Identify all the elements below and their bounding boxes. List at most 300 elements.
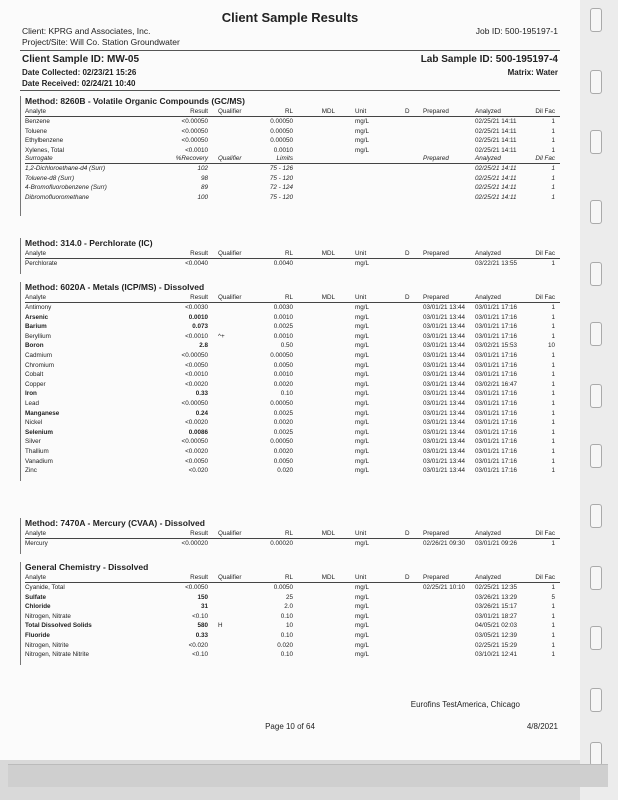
table-cell: <0.0010 [185, 146, 208, 154]
table-cell: Perchlorate [25, 260, 58, 267]
column-header: RL [284, 530, 293, 537]
table-cell: 0.073 [192, 323, 208, 331]
table-cell: <0.00050 [181, 137, 208, 145]
table-cell: mg/L [355, 641, 369, 649]
binder-tab [590, 566, 602, 590]
table-cell: 25 [285, 593, 293, 601]
column-header: Analyte [25, 294, 47, 301]
table-cell: 03/02/21 15:53 [475, 342, 518, 350]
table-cell: 03/01/21 13:44 [423, 438, 466, 446]
binder-tabs [580, 0, 618, 800]
table-cell: Sulfate [25, 593, 46, 601]
table-cell: 150 [197, 593, 208, 601]
column-header: Analyte [25, 574, 47, 581]
table-cell: 0.0050 [273, 361, 293, 369]
table-cell: mg/L [355, 438, 369, 446]
column-header: Qualifier [218, 574, 242, 581]
table-cell: mg/L [355, 332, 369, 340]
table-cell: 02/25/21 14:11 [475, 184, 517, 192]
column-header: Prepared [423, 108, 449, 115]
column-header: RL [284, 250, 293, 257]
date-collected: Date Collected: 02/23/21 15:26 [22, 68, 137, 77]
table-row [25, 622, 560, 631]
table-cell: mg/L [355, 118, 369, 125]
table-cell: 0.33 [195, 390, 208, 398]
table-cell: 1 [551, 165, 555, 172]
table-cell: 0.00050 [270, 127, 293, 135]
table-cell: Xylenes, Total [25, 146, 65, 154]
table-cell: Toluene-d8 (Surr) [25, 174, 75, 182]
table-cell: <0.0020 [185, 448, 208, 455]
table-row [25, 137, 560, 146]
table-cell: <0.020 [188, 641, 208, 649]
table-cell: mg/L [355, 361, 369, 369]
table-cell: mg/L [355, 323, 369, 331]
column-header: Analyzed [475, 155, 501, 162]
table-cell: mg/L [355, 313, 369, 321]
surrogate-row [25, 184, 560, 193]
lab-sample-id: Lab Sample ID: 500-195197-4 [420, 54, 558, 65]
table-cell: <0.00050 [181, 118, 208, 125]
table-cell: mg/L [355, 584, 369, 591]
table-cell: 0.0020 [273, 448, 293, 455]
surrogate-row [25, 175, 560, 184]
table-cell: <0.0010 [185, 371, 208, 379]
table-cell: 1 [551, 146, 555, 154]
table-row [25, 448, 560, 457]
table-cell: 03/01/21 17:16 [475, 323, 518, 331]
column-header: Dil Fac [535, 574, 555, 581]
table-cell: 03/01/21 13:44 [423, 400, 466, 407]
table-cell: 03/01/21 13:44 [423, 419, 466, 427]
section-border [20, 96, 21, 216]
column-header: MDL [321, 294, 335, 301]
table-cell: 0.33 [195, 632, 208, 639]
column-header: Analyzed [475, 294, 501, 301]
table-row [25, 400, 560, 409]
table-cell: 03/01/21 17:16 [475, 400, 518, 407]
table-cell: 02/25/21 14:11 [475, 137, 517, 145]
table-cell: Total Dissolved Solids [25, 622, 92, 630]
binder-tab [590, 130, 602, 154]
column-header: MDL [321, 108, 335, 115]
table-cell: mg/L [355, 457, 369, 465]
page-number: Page 10 of 64 [265, 722, 315, 731]
table-cell: Nitrogen, Nitrite [25, 641, 69, 649]
table-cell: <0.0030 [185, 304, 208, 311]
table-cell: 1 [551, 260, 555, 267]
table-cell: Arsenic [25, 313, 49, 321]
table-cell: 0.0050 [273, 457, 293, 465]
table-cell: 1 [551, 419, 555, 427]
table-cell: Fluoride [25, 632, 50, 639]
table-cell: 31 [200, 603, 208, 611]
table-cell: 03/02/21 16:47 [475, 380, 518, 388]
table-cell: mg/L [355, 390, 369, 398]
table-cell: 02/25/21 10:10 [423, 584, 466, 591]
table-cell: 03/01/21 17:16 [475, 352, 518, 359]
column-header: Qualifier [218, 294, 242, 301]
table-row [25, 352, 560, 361]
column-header: %Recovery [175, 155, 208, 162]
table-cell: mg/L [355, 540, 369, 547]
table-cell: 0.0010 [273, 371, 293, 379]
table-cell: 03/01/21 13:44 [423, 457, 466, 465]
table-cell: 03/01/21 17:16 [475, 371, 518, 379]
table-cell: 0.00050 [270, 137, 293, 145]
table-row [25, 371, 560, 380]
table-cell: 1,2-Dichloroethane-d4 (Surr) [25, 165, 106, 172]
table-row [25, 381, 560, 390]
table-cell: 1 [551, 332, 555, 340]
table-cell: mg/L [355, 603, 369, 611]
table-cell: 1 [551, 400, 555, 407]
table-cell: 98 [200, 174, 208, 182]
table-cell: 0.00050 [270, 400, 293, 407]
column-header: Dil Fac [535, 530, 555, 537]
table-cell: 03/01/21 17:16 [475, 467, 518, 475]
table-cell: mg/L [355, 127, 369, 135]
table-cell: 02/25/21 15:29 [475, 641, 518, 649]
table-cell: Boron [25, 342, 44, 350]
table-cell: 1 [551, 632, 555, 639]
table-cell: 1 [551, 409, 555, 417]
method-section [20, 562, 560, 665]
table-cell: 1 [551, 323, 555, 331]
table-cell: 0.020 [277, 467, 293, 475]
table-cell: 03/01/21 17:16 [475, 428, 518, 436]
table-cell: 1 [551, 428, 555, 436]
table-cell: 02/25/21 14:11 [475, 127, 517, 135]
header-divider-2 [20, 90, 560, 91]
column-header: MDL [321, 574, 335, 581]
table-cell: 03/01/21 09:26 [475, 540, 518, 547]
table-cell: 03/01/21 13:44 [423, 361, 466, 369]
table-cell: 0.0025 [273, 323, 293, 331]
section-title: Method: 6020A - Metals (ICP/MS) - Dissolved [25, 282, 205, 292]
table-row [25, 438, 560, 447]
column-header: Analyzed [475, 108, 501, 115]
table-cell: 02/26/21 09:30 [423, 540, 466, 547]
binder-tab [590, 626, 602, 650]
table-cell: 03/01/21 13:44 [423, 380, 466, 388]
table-cell: 0.0020 [273, 419, 293, 427]
section-title: Method: 7470A - Mercury (CVAA) - Dissolved [25, 518, 205, 528]
table-cell: 1 [551, 448, 555, 455]
table-cell: Cadmium [25, 352, 52, 359]
binder-tab [590, 262, 602, 286]
table-cell: 75 - 120 [269, 174, 293, 182]
table-row [25, 314, 560, 323]
table-cell: 03/26/21 15:17 [475, 603, 518, 611]
column-header: D [405, 250, 410, 257]
client-sample-id: Client Sample ID: MW-05 [22, 54, 140, 65]
table-cell: 10 [547, 342, 555, 350]
table-cell: 03/01/21 17:16 [475, 313, 518, 321]
table-cell: 1 [551, 304, 555, 311]
table-row [25, 467, 560, 476]
table-cell: 2.0 [284, 603, 293, 611]
table-row [25, 260, 560, 269]
table-cell: 1 [551, 603, 555, 611]
table-cell: 03/01/21 13:44 [423, 332, 466, 340]
table-cell: Nickel [25, 419, 43, 427]
table-row [25, 118, 560, 127]
table-cell: 0.10 [280, 632, 293, 639]
table-cell: Chromium [25, 361, 55, 369]
table-cell: Nitrogen, Nitrate [25, 612, 71, 620]
binder-tab [590, 444, 602, 468]
table-cell: <0.10 [192, 612, 208, 620]
table-cell: 03/01/21 17:16 [475, 304, 518, 311]
column-header: Analyzed [475, 530, 501, 537]
table-cell: 02/25/21 14:11 [475, 193, 517, 201]
table-cell: 03/01/21 17:16 [475, 438, 518, 446]
section-title: Method: 314.0 - Perchlorate (IC) [25, 238, 153, 248]
table-cell: 03/22/21 13:55 [475, 260, 518, 267]
section-title: General Chemistry - Dissolved [25, 562, 149, 572]
binder-tab [590, 384, 602, 408]
table-cell: 1 [551, 457, 555, 465]
table-cell: 03/01/21 13:44 [423, 342, 466, 350]
table-cell: Manganese [25, 409, 60, 417]
column-header: Qualifier [218, 250, 242, 257]
table-cell: 03/01/21 13:44 [423, 409, 466, 417]
table-cell: 03/01/21 13:44 [423, 390, 466, 398]
method-section [20, 282, 560, 481]
table-row [25, 651, 560, 660]
table-row [25, 429, 560, 438]
table-cell: Barium [25, 323, 47, 331]
table-cell: 2.8 [199, 342, 208, 350]
table-cell: 02/25/21 14:11 [475, 165, 517, 172]
table-cell: 03/05/21 12:39 [475, 632, 518, 639]
table-cell: mg/L [355, 137, 369, 145]
table-cell: 03/01/21 13:44 [423, 448, 466, 455]
table-cell: 1 [551, 438, 555, 446]
table-cell: 580 [197, 622, 208, 630]
column-header: RL [284, 108, 293, 115]
table-cell: 75 - 126 [269, 165, 293, 172]
section-border [20, 238, 21, 274]
table-cell: <0.0050 [185, 584, 208, 591]
page-title: Client Sample Results [221, 10, 359, 25]
table-cell: mg/L [355, 400, 369, 407]
table-row [25, 584, 560, 593]
table-cell: Chloride [25, 603, 51, 611]
table-cell: 03/01/21 17:16 [475, 361, 518, 369]
binder-tab [590, 8, 602, 32]
column-header: Unit [355, 250, 367, 257]
table-cell: 100 [197, 193, 208, 201]
table-cell: 0.0010 [273, 313, 293, 321]
column-header: Result [190, 108, 208, 115]
table-cell: Toluene [25, 127, 48, 135]
table-cell: 1 [551, 118, 555, 125]
column-header: Qualifier [218, 108, 242, 115]
table-cell: <0.0050 [185, 457, 208, 465]
column-header: Result [190, 294, 208, 301]
table-cell: 03/01/21 18:27 [475, 612, 518, 620]
table-cell: 03/01/21 17:16 [475, 448, 518, 455]
project-site: Project/Site: Will Co. Station Groundwater [22, 37, 180, 47]
column-header: D [405, 574, 410, 581]
column-header: Analyte [25, 530, 47, 537]
table-cell: 0.0040 [273, 260, 293, 267]
table-cell: 1 [551, 641, 555, 649]
table-cell: 1 [551, 184, 555, 192]
table-cell: 5 [551, 593, 555, 601]
table-cell: 1 [551, 361, 555, 369]
table-cell: 0.24 [195, 409, 208, 417]
table-cell: mg/L [355, 146, 369, 154]
table-cell: 0.10 [280, 390, 293, 398]
table-cell: 1 [551, 584, 555, 591]
column-header: Prepared [423, 155, 449, 162]
table-cell: 03/01/21 13:44 [423, 352, 466, 359]
table-cell: 0.0050 [273, 584, 293, 591]
job-id: Job ID: 500-195197-1 [475, 26, 558, 36]
table-cell: 0.0030 [273, 304, 293, 311]
method-section [20, 96, 560, 216]
table-row [25, 458, 560, 467]
column-header: Unit [355, 530, 367, 537]
table-cell: Cobalt [25, 371, 44, 379]
table-cell: Antimony [25, 304, 52, 311]
column-header: Qualifier [218, 530, 242, 537]
table-cell: mg/L [355, 467, 369, 475]
table-cell: <0.0050 [185, 361, 208, 369]
column-header: RL [284, 294, 293, 301]
table-row [25, 419, 560, 428]
column-header: Result [190, 250, 208, 257]
table-cell: 1 [551, 352, 555, 359]
table-cell: 03/01/21 13:44 [423, 304, 466, 311]
header-underline [25, 163, 560, 164]
table-cell: 1 [551, 371, 555, 379]
column-header: Dil Fac [535, 294, 555, 301]
table-row [25, 323, 560, 332]
table-cell: 0.00020 [270, 540, 293, 547]
table-cell: 72 - 124 [269, 184, 293, 192]
column-header: MDL [321, 250, 335, 257]
table-cell: ^+ [218, 332, 225, 340]
section-border [20, 518, 21, 554]
table-row [25, 642, 560, 651]
table-cell: <0.0040 [185, 260, 208, 267]
table-cell: 1 [551, 137, 555, 145]
column-header: Analyte [25, 108, 47, 115]
table-cell: 0.0025 [273, 409, 293, 417]
table-cell: 1 [551, 540, 555, 547]
table-cell: 02/25/21 14:11 [475, 118, 517, 125]
table-cell: Lead [25, 400, 40, 407]
table-cell: mg/L [355, 260, 369, 267]
lab-name: Eurofins TestAmerica, Chicago [410, 700, 520, 709]
table-cell: 4-Bromofluorobenzene (Surr) [25, 184, 107, 192]
table-cell: 03/01/21 17:16 [475, 457, 518, 465]
method-section [20, 518, 560, 554]
column-header: Prepared [423, 250, 449, 257]
table-cell: 02/25/21 14:11 [475, 174, 517, 182]
section-title: Method: 8260B - Volatile Organic Compounds (GC/MS) [25, 96, 245, 106]
table-row [25, 613, 560, 622]
column-header: RL [284, 574, 293, 581]
table-cell: 1 [551, 612, 555, 620]
column-header: Prepared [423, 574, 449, 581]
column-header: Prepared [423, 294, 449, 301]
table-cell: 1 [551, 467, 555, 475]
table-cell: 1 [551, 174, 555, 182]
surrogate-row [25, 194, 560, 203]
header-underline [25, 538, 560, 539]
table-cell: mg/L [355, 419, 369, 427]
table-cell: Ethylbenzene [25, 137, 64, 145]
table-cell: Mercury [25, 540, 48, 547]
table-cell: mg/L [355, 409, 369, 417]
table-cell: Copper [25, 380, 46, 388]
column-header: Unit [355, 108, 367, 115]
table-cell: 0.020 [277, 641, 293, 649]
table-cell: 0.50 [280, 342, 293, 350]
table-cell: <0.0010 [185, 332, 208, 340]
column-header: Surrogate [25, 155, 53, 162]
table-cell: 03/01/21 17:16 [475, 332, 518, 340]
binder-tab [590, 742, 602, 766]
table-cell: <0.00020 [181, 540, 208, 547]
table-cell: Dibromofluoromethane [25, 193, 90, 201]
table-cell: 1 [551, 390, 555, 398]
table-cell: mg/L [355, 622, 369, 630]
binder-tab [590, 688, 602, 712]
table-cell: 0.0010 [273, 332, 293, 340]
table-cell: mg/L [355, 380, 369, 388]
table-cell: <0.00050 [181, 438, 208, 446]
table-cell: 0.00050 [270, 352, 293, 359]
surrogate-row [25, 165, 560, 174]
table-cell: mg/L [355, 342, 369, 350]
table-cell: mg/L [355, 352, 369, 359]
table-cell: mg/L [355, 304, 369, 311]
matrix: Matrix: Water [507, 68, 558, 77]
table-row [25, 128, 560, 137]
table-row [25, 342, 560, 351]
section-border [20, 562, 21, 665]
table-cell: 03/01/21 17:16 [475, 409, 518, 417]
table-cell: 1 [551, 127, 555, 135]
table-cell: Selenium [25, 428, 53, 436]
table-cell: Benzene [25, 118, 50, 125]
header-divider [20, 50, 560, 51]
table-cell: 102 [197, 165, 208, 172]
table-cell: 10 [285, 622, 293, 630]
table-cell: mg/L [355, 371, 369, 379]
header-underline [25, 258, 560, 259]
table-cell: 02/25/21 12:35 [475, 584, 518, 591]
table-cell: 1 [551, 193, 555, 201]
table-cell: 03/01/21 13:44 [423, 428, 466, 436]
table-cell: 0.0086 [188, 428, 208, 436]
column-header: Prepared [423, 530, 449, 537]
table-cell: Beryllium [25, 332, 51, 340]
table-row [25, 304, 560, 313]
table-cell: Silver [25, 438, 41, 446]
binder-tab [590, 200, 602, 224]
column-header: Analyzed [475, 250, 501, 257]
table-cell: 03/01/21 13:44 [423, 467, 466, 475]
table-cell: mg/L [355, 651, 369, 659]
table-cell: 0.10 [280, 651, 293, 659]
